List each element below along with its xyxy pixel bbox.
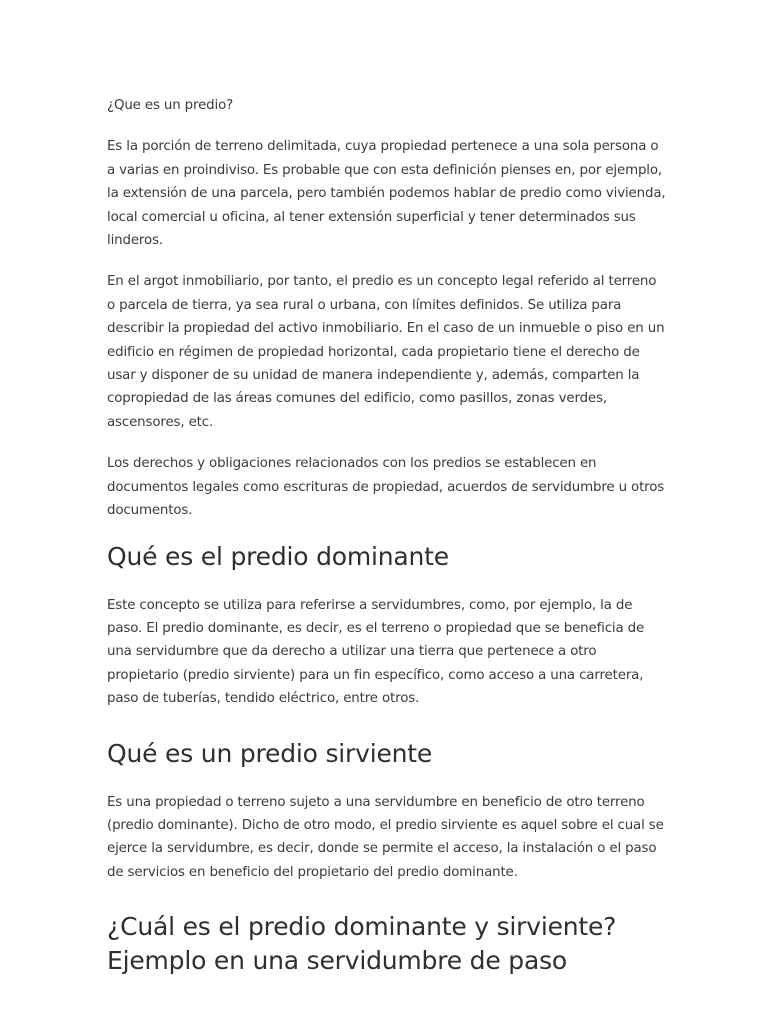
paragraph-argot-inmobiliario: En el argot inmobiliario, por tanto, el predio es un concepto legal referido al terreno o parcela de tierra, ya sea rural o urbana, con límites definidos. Se utiliza para describir la propiedad del activo inmobiliario. En el caso de un inmueble o piso en un edificio en régimen de propiedad horizontal, cada propietario tiene el derecho de usar y disponer de su unidad de manera independiente y, además, comparten la copropiedad de las áreas comunes del edificio, como pasillos, zonas verdes, ascensores, etc. [107, 274, 665, 430]
paragraph-predio-dominante: Este concepto se utiliza para referirse a servidumbres, como, por ejemplo, la de paso. El predio dominante, es decir, es el terreno o propiedad que se beneficia de una servidumbre que da derecho a utilizar una tierra que pertenece a otro propietario (predio sirviente) para un fin específico, como acceso a una carretera, paso de tuberías, tendido eléctrico, entre otros. [107, 597, 645, 707]
heading-ejemplo-servidumbre [107, 910, 667, 978]
intro-question: ¿Que es un predio? [107, 98, 234, 113]
paragraph-predio-sirviente: Es una propiedad o terreno sujeto a una servidumbre en beneficio de otro terreno (predio dominante). Dicho de otro modo, el predio sirviente es aquel sobre el cual se ejerce la servidumbre, es decir, donde se permite el acceso, la instalación o el paso de servicios en beneficio del propietario del predio dominante. [107, 794, 664, 880]
article-body [107, 94, 667, 978]
heading-ejemplo-line-1: ¿Cuál es el predio dominante y sirviente? [107, 912, 617, 942]
heading-ejemplo-line-2: Ejemplo en una servidumbre de paso [107, 946, 567, 976]
heading-predio-dominante: Qué es el predio dominante [107, 541, 449, 571]
paragraph-derechos-obligaciones: Los derechos y obligaciones relacionados con los predios se establecen en documentos legales como escrituras de propiedad, acuerdos de servidumbre u otros documentos. [107, 456, 665, 519]
paragraph-predio-definition: Es la porción de terreno delimitada, cuya propiedad pertenece a una sola persona o a varias en proindiviso. Es probable que con esta definición pienses en, por ejemplo, la extensión de una parcela, pero también podemos hablar de predio como vivienda, local comercial u oficina, al tener extensión superficial y tener determinados sus linderos. [107, 139, 666, 249]
heading-predio-sirviente: Qué es un predio sirviente [107, 738, 433, 768]
